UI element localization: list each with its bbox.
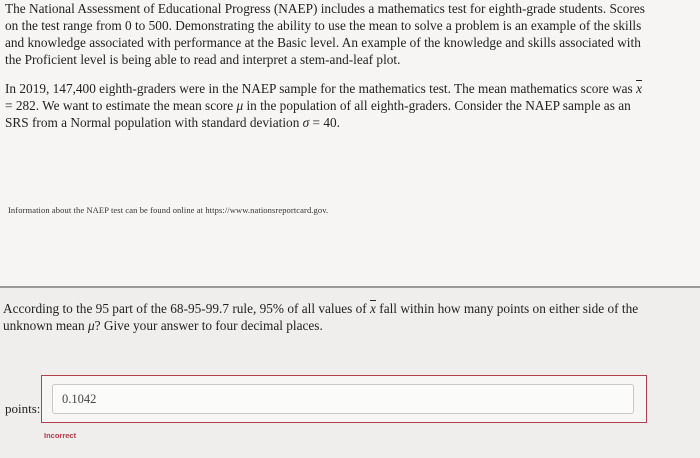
question-mu-symbol: μ <box>87 318 95 333</box>
question-panel <box>0 288 700 458</box>
problem-sample-paragraph <box>5 80 645 131</box>
problem-intro-paragraph: The National Assessment of Educational Progress (NAEP) includes a mathematics test for eighth-grade students. Scores on the test range from 0 to 500. Demonstrating the ability to use the mean to solve a problem is an example of the skills and knowledge associated with performance at the Basic level. An example of the knowledge and skills associated with the Proficient level is being able to read and interpret a stem-and-leaf plot. <box>5 1 645 67</box>
answer-box <box>41 375 647 423</box>
question-part-c: ? Give your answer to four decimal places. <box>94 318 323 333</box>
xbar-symbol: $\overline{x}$ <box>636 81 642 96</box>
question-xbar-symbol: $\overline{x}$ <box>370 301 376 316</box>
question-text <box>3 300 663 334</box>
sample-text-part-a: In 2019, 147,400 eighth-graders were in the NAEP sample for the mathematics test. The mean mathematics score was <box>5 81 637 96</box>
points-label: points: <box>5 401 41 416</box>
sample-text-part-c: in the population of all eighth-graders. Consider the NAEP sample as an SRS from a Normal population with standard deviation <box>5 98 631 130</box>
sigma-symbol: σ <box>302 115 310 130</box>
question-part-b: fall within how many points on either side of the unknown mean <box>3 301 639 333</box>
sample-text-part-d: = 40. <box>309 115 341 130</box>
question-part-a: According to the 95 part of the 68-95-99.7 rule, 95% of all values of <box>3 301 371 316</box>
mu-symbol: μ <box>236 98 244 113</box>
info-note: Information about the NAEP test can be found online at https://www.nationsreportcard.gov. <box>8 205 329 215</box>
answer-input[interactable] <box>52 384 634 414</box>
answer-status: Incorrect <box>44 431 77 440</box>
sample-text-part-b: = 282. We want to estimate the mean score <box>5 98 237 113</box>
